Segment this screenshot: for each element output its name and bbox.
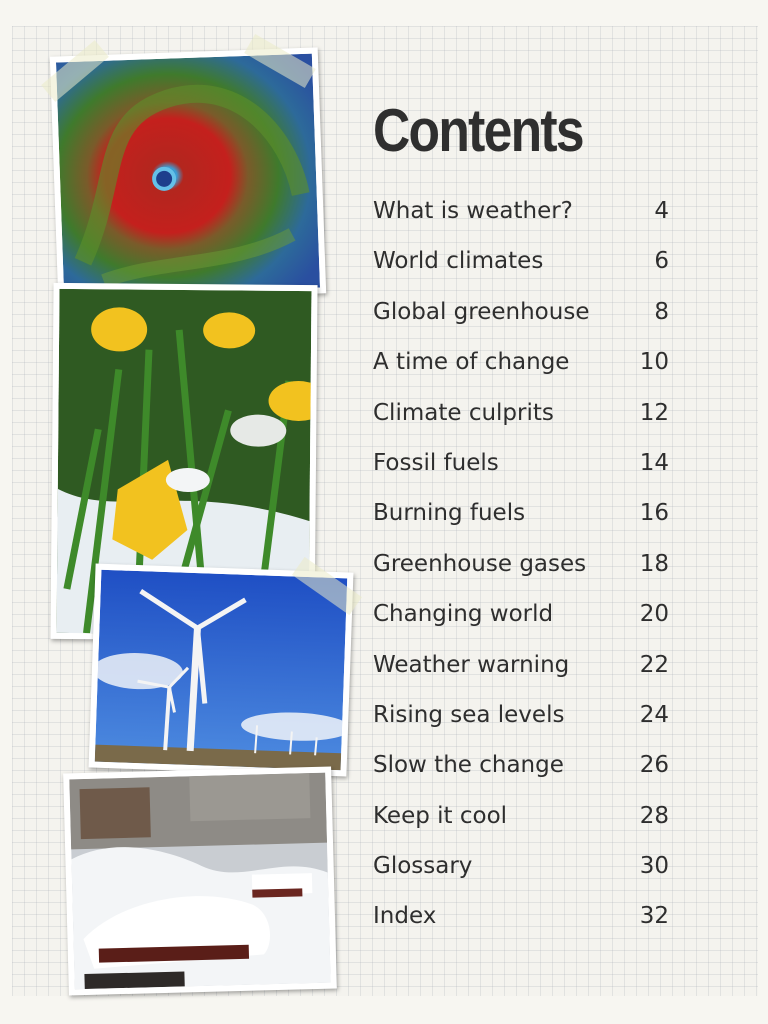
toc-entry — [373, 450, 673, 500]
toc-page-number: 26 — [639, 752, 669, 779]
toc-entry-title: Keep it cool — [373, 802, 508, 829]
toc-page-number: 28 — [639, 802, 669, 829]
page-title: Contents — [373, 97, 583, 164]
toc-entry — [373, 349, 673, 399]
toc-page-number: 8 — [654, 298, 669, 325]
toc-entry-title: World climates — [373, 248, 544, 275]
toc-entry — [373, 400, 673, 450]
toc-page-number: 22 — [639, 651, 669, 678]
toc-entry — [373, 652, 673, 702]
toc-entry-title: Weather warning — [373, 651, 570, 678]
toc-entry — [373, 601, 673, 651]
toc-page-number: 30 — [639, 853, 669, 880]
toc-entry-title: Glossary — [373, 853, 473, 880]
toc-entry — [373, 248, 673, 298]
toc-entry-title: Index — [373, 903, 437, 930]
contents-list — [373, 198, 673, 954]
toc-page-number: 20 — [639, 601, 669, 628]
toc-entry-title: Slow the change — [373, 752, 564, 779]
toc-entry — [373, 903, 673, 953]
wind-turbines-photo — [89, 564, 354, 777]
toc-entry-title: Rising sea levels — [373, 701, 565, 728]
toc-page-number: 4 — [654, 198, 669, 224]
toc-page-number: 14 — [639, 449, 669, 476]
toc-entry — [373, 500, 673, 550]
toc-entry — [373, 299, 673, 349]
toc-page-number: 16 — [639, 500, 669, 527]
toc-page-number: 6 — [654, 248, 669, 275]
toc-entry — [373, 198, 673, 248]
toc-page-number: 12 — [639, 399, 669, 426]
toc-page-number: 10 — [639, 349, 669, 376]
toc-entry — [373, 803, 673, 853]
toc-entry — [373, 702, 673, 752]
toc-page-number: 24 — [639, 701, 669, 728]
snow-covered-cars-photo — [63, 767, 337, 996]
toc-entry-title: What is weather? — [373, 198, 573, 224]
toc-entry-title: Greenhouse gases — [373, 550, 587, 577]
hurricane-satellite-photo — [50, 47, 326, 302]
toc-entry-title: Global greenhouse — [373, 298, 590, 325]
toc-page-number: 32 — [639, 903, 669, 930]
toc-entry — [373, 853, 673, 903]
toc-entry-title: Burning fuels — [373, 500, 526, 527]
toc-page-number: 18 — [639, 550, 669, 577]
toc-entry-title: Fossil fuels — [373, 449, 499, 476]
toc-entry — [373, 551, 673, 601]
toc-entry-title: Changing world — [373, 601, 554, 628]
toc-entry — [373, 752, 673, 802]
toc-entry-title: A time of change — [373, 349, 570, 376]
toc-entry-title: Climate culprits — [373, 399, 554, 426]
